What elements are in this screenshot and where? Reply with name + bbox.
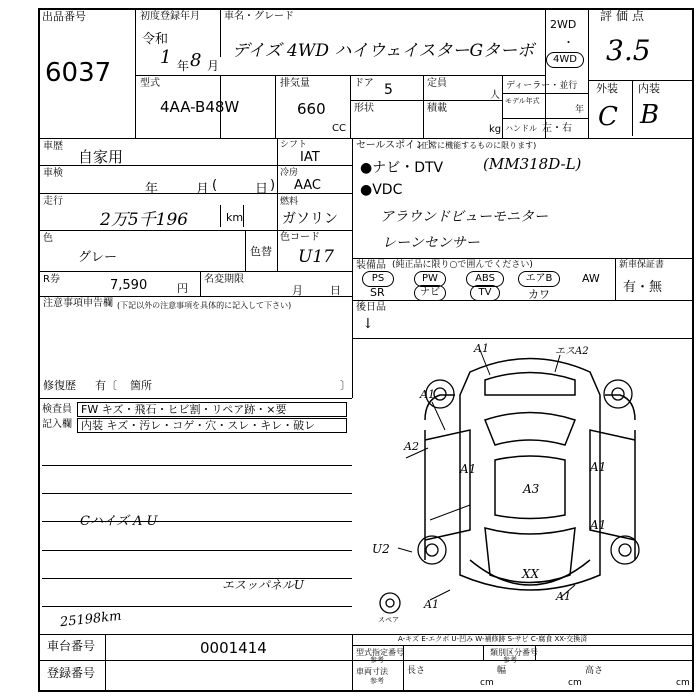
history-label: 車歴 [43,141,63,152]
inspection-month: 月 [196,182,210,197]
load-label: 積載 [427,103,447,114]
color-change-label: 色替 [250,245,272,258]
mark-a1-right-door: A1 [590,460,607,474]
recycle-label: R券 [43,274,60,285]
mileage-unit: km [226,211,244,224]
mark-a1-left-door: A1 [460,462,477,476]
lot-number: 6037 [45,58,112,88]
damage-legend: A-キズ E-エクボ U-凹み W-補修跡 S-サビ C-腐食 XX-交換済 [398,635,588,643]
repair-value: 有〔 [95,379,117,392]
spare-label: スペア [378,616,399,624]
displacement-unit: CC [332,123,346,134]
inspector-interior-row: 内装 キズ・汚レ・コゲ・穴・スレ・キレ・破レ [77,418,347,433]
size-length-unit: cm [480,678,494,688]
doors-label: ドア [354,78,374,89]
equip-leather: カワ [528,288,550,301]
mark-a3-roof: A3 [523,482,540,496]
mileage-value: 2万5千196 [100,210,189,230]
mark-a1-front-left: A1 [420,388,435,401]
color-value: グレー [78,250,118,265]
sales-point-1-model: (MM318D-L) [483,155,582,173]
grade-label: 評価点 [600,9,649,23]
equip-abs: ABS [466,271,504,287]
capacity-unit: 人 [490,90,500,101]
recycle-value: 7,590 [110,278,148,293]
ac-value: AAC [294,178,321,193]
post-items-mark: ↓ [362,316,374,332]
drive-dot: ・ [563,36,574,49]
handle-value: 左・右 [542,123,572,134]
inspection-label: 車検 [43,168,63,179]
size-width-unit: cm [568,678,582,688]
sales-point-1: ●ナビ・DTV [360,160,444,176]
warranty-label: 新車保証書 [619,260,665,270]
inspector-note-2: エスッパネルU [222,578,304,592]
notes-sub: (下記以外の注意事項を具体的に記入して下さい) [117,301,292,310]
shape-label: 形状 [354,103,374,114]
equip-ps: PS [362,271,394,287]
history-value: 自家用 [78,148,124,166]
registration-month-unit: 月 [207,59,220,73]
sales-point-4: レーンセンサー [382,235,480,251]
car-name-value: デイズ 4WD ハイウェイスターGターボ [232,41,535,61]
inspection-year: 年 [145,182,159,197]
plate-label: 登録番号 [47,666,96,680]
lot-label: 出品番号 [42,10,86,23]
recycle-unit: 円 [177,282,188,295]
category-ref: 参考 [503,656,517,664]
equip-sr: SR [370,286,385,299]
handle-label: ハンドル [505,124,537,133]
exterior-grade: C [598,102,618,132]
sales-points-label: セールスポイント [356,140,436,151]
fuel-value: ガソリン [282,211,338,227]
equip-pw: PW [414,271,446,287]
mark-a1-front: A1 [474,342,489,355]
capacity-label: 定員 [427,78,447,89]
type-designation-ref: 参考 [370,656,384,664]
sales-point-2: ●VDC [360,182,403,198]
inspector-label-1: 検査員 [42,404,72,415]
color-code-label: 色コード [280,232,320,243]
mark-a2-front-right: エスA2 [555,346,589,357]
inspector-note-1: Cハイズ A U [80,514,158,529]
notes-label: 注意事項申告欄 [43,298,113,309]
repair-close: 〕 [340,379,351,392]
inspector-fw-row: FW キズ・飛石・ヒビ割・リペア跡・×要 [77,402,347,417]
inspection-day: 日 [255,182,269,197]
warranty-value: 有・無 [623,280,663,295]
mark-u2-left-rear: U2 [372,542,390,556]
vehicle-size-ref: 参考 [370,677,384,685]
registration-label: 初度登録年月 [140,11,200,22]
repair-label: 修復歴 [43,379,76,392]
repair-suffix: 箇所 [130,379,152,392]
size-width: 幅 [497,666,507,676]
expiry-label: 名変期限 [204,274,244,285]
inspection-paren-close: ) [270,178,276,193]
load-unit: kg [489,124,502,135]
shift-value: IAT [300,150,320,165]
displacement-value: 660 [297,100,326,118]
drive-2wd: 2WD [550,18,577,31]
inspector-note-3: 25198km [59,608,123,631]
equipment-label: 装備品 [356,260,386,271]
sales-point-3: アラウンドビューモニター [380,209,548,225]
fuel-label: 燃料 [280,197,299,207]
expiry-day: 日 [330,284,341,297]
mark-a2-left: A2 [404,440,419,453]
interior-grade: B [640,100,660,130]
equip-aw: AW [582,272,600,285]
mark-a1-rear-left: A1 [424,598,439,611]
type-designation-label: 型式指定番号 [356,648,404,657]
model-label: 型式 [140,78,160,89]
mileage-label: 走行 [43,196,63,207]
size-height-unit: cm [676,678,690,688]
equip-airbag: エアB [518,271,560,287]
ac-label: 冷房 [280,168,299,178]
dealer-label: ディーラー・並行 [506,81,578,91]
registration-era: 令和 [142,32,169,47]
equip-tv: TV [470,285,500,301]
sales-points-note: (正常に機能するものに限ります) [418,141,537,150]
displacement-label: 排気量 [280,78,310,89]
expiry-month: 月 [292,284,303,297]
grade-score: 3.5 [606,34,651,67]
equipment-note: (純正品に限り○で囲んでください) [392,260,533,270]
model-value: 4AA-B48W [160,98,240,116]
color-label: 色 [43,233,53,244]
registration-year-unit: 年 [177,59,190,73]
car-name-label: 車名・グレード [224,11,294,22]
chassis-value: 0001414 [200,639,267,657]
post-items-label: 後日品 [356,302,386,313]
model-year-label: モデル年式 [505,97,540,105]
color-code: U17 [298,247,334,267]
equip-navi: ナビ [414,285,446,301]
inspection-paren-open: ( [212,178,218,193]
size-length: 長さ [407,666,426,676]
interior-label: 内装 [638,82,660,95]
chassis-label: 車台番号 [47,639,96,653]
inspector-label-2: 記入欄 [42,419,72,430]
mark-a1-rear-right: A1 [556,590,571,603]
doors-value: 5 [384,82,393,98]
size-height: 高さ [585,666,604,676]
registration-month: 8 [190,50,202,71]
mark-xx-rear: XX [522,567,540,581]
shift-label: シフト [280,140,308,150]
category-label: 類別区分番号 [490,648,538,657]
vehicle-size-label: 車両寸法 [356,667,388,676]
drive-4wd: 4WD [546,52,584,68]
mark-a1-right-rear: A1 [590,518,607,532]
registration-year: 1 [160,47,172,68]
model-year-unit: 年 [575,105,585,115]
exterior-label: 外装 [596,82,618,95]
